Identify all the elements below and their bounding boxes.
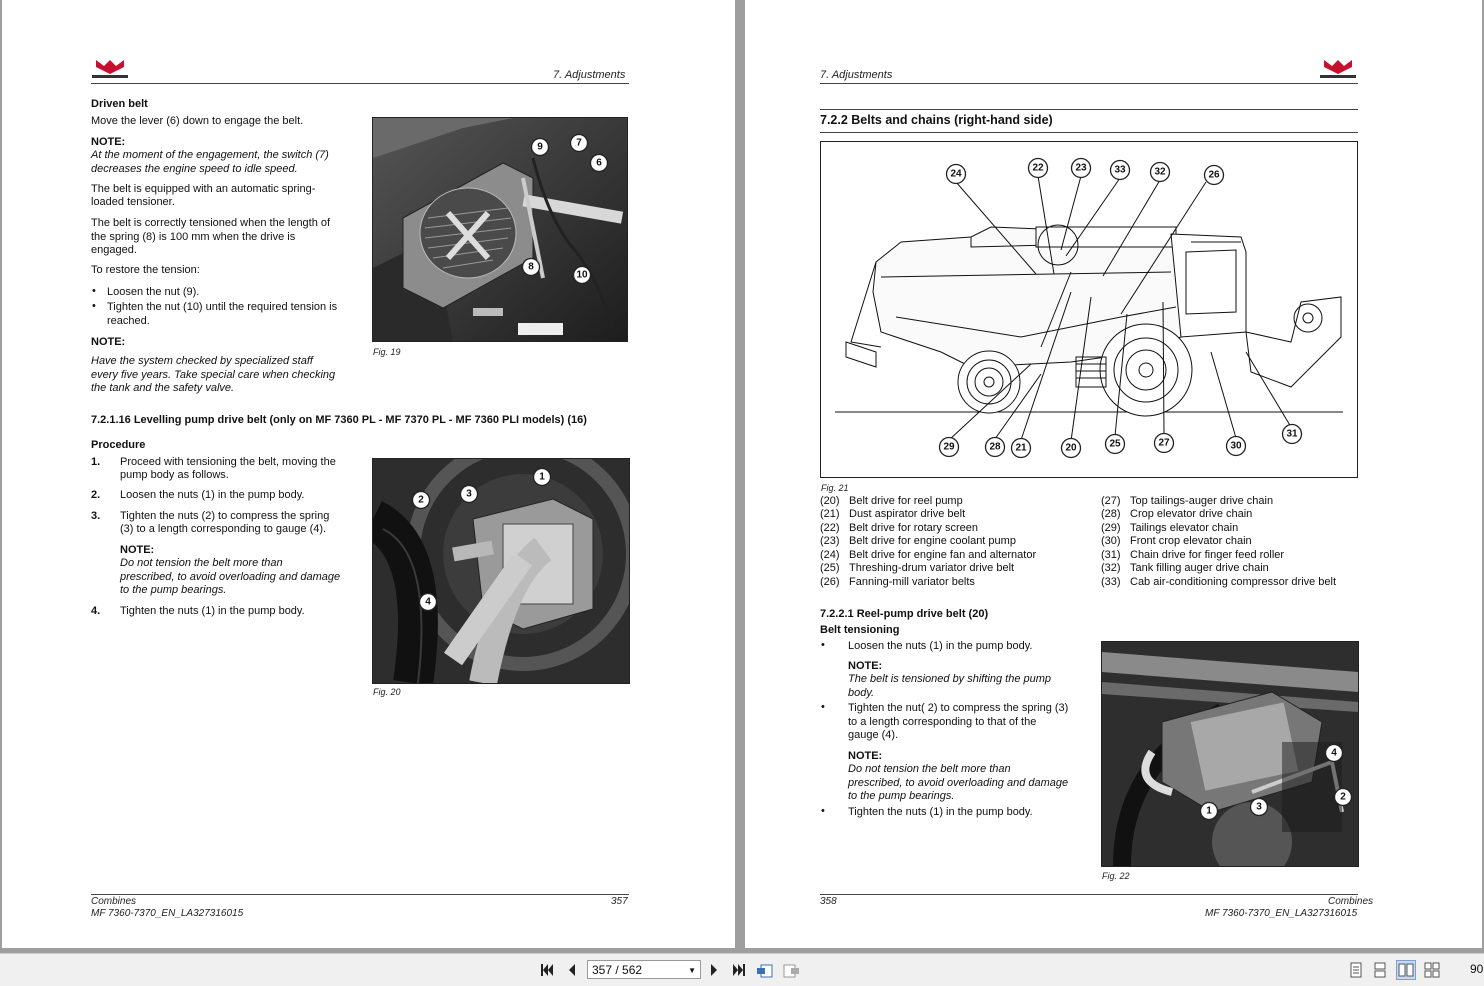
belt-tensioning-title: Belt tensioning — [820, 624, 900, 636]
paragraph: engaged. — [91, 244, 137, 256]
note-text: the tank and the safety valve. — [91, 382, 235, 394]
footer-title: Combines — [91, 896, 137, 907]
fig22-caption: Fig. 22 — [1102, 871, 1130, 881]
step-number: 3. — [91, 510, 101, 522]
page-number: 358 — [820, 896, 837, 907]
callout-27: 27 — [1158, 437, 1170, 449]
note-label: NOTE: — [120, 544, 155, 556]
paragraph: loaded tensioner. — [91, 196, 175, 208]
fig19-photo — [372, 117, 628, 342]
footer-doc-id: MF 7360-7370_EN_LA327316015 — [1205, 908, 1358, 919]
previous-page-button[interactable] — [562, 960, 582, 980]
legend-label: Threshing-drum variator drive belt — [849, 562, 1015, 574]
first-page-icon — [539, 963, 555, 977]
step-text: pump body as follows. — [120, 469, 229, 481]
page-header: 7. Adjustments — [553, 69, 626, 81]
go-forward-view-button[interactable] — [781, 960, 801, 980]
note-text: to the pump bearings. — [848, 790, 955, 802]
step-text: Tighten the nuts (1) in the pump body. — [120, 605, 305, 617]
callout-23: 23 — [1075, 162, 1087, 174]
step-number: 1. — [91, 456, 101, 468]
footer-doc-id: MF 7360-7370_EN_LA327316015 — [91, 908, 244, 919]
page-number-input[interactable] — [587, 960, 701, 979]
legend-num: (25) — [820, 562, 840, 574]
section-title: 7.2.1.16 Levelling pump drive belt (only on MF 7360 PL - MF 7370 PL - MF 7360 PLI models) (16) — [91, 414, 587, 426]
legend-num: (29) — [1101, 522, 1121, 534]
header-rule — [91, 83, 629, 84]
fig20-photo — [372, 458, 630, 684]
previous-page-icon — [566, 963, 578, 977]
first-page-button[interactable] — [537, 960, 557, 980]
bullet-marker: • — [821, 639, 825, 651]
callout-28: 28 — [989, 441, 1001, 453]
note-text: Do not tension the belt more than — [120, 557, 283, 569]
callout-8: 8 — [528, 261, 534, 273]
legend-num: (20) — [820, 495, 840, 507]
legend-label: Front crop elevator chain — [1130, 535, 1252, 547]
step-text: Loosen the nuts (1) in the pump body. — [120, 489, 305, 501]
legend-num: (24) — [820, 549, 840, 561]
callout-7: 7 — [576, 137, 582, 149]
paragraph: The belt is equipped with an automatic spring- — [91, 183, 316, 195]
callout-29: 29 — [943, 441, 955, 453]
step-text: (3) to a length corresponding to gauge (4). — [120, 523, 327, 535]
callout-2: 2 — [418, 494, 424, 506]
list-item: Tighten the nuts (1) in the pump body. — [848, 806, 1033, 818]
bullet-marker: • — [821, 701, 825, 713]
note-text: prescribed, to avoid overloading and damage — [848, 777, 1069, 789]
section-rule — [820, 132, 1358, 133]
left-page — [2, 0, 735, 948]
callout-4: 4 — [425, 596, 431, 608]
page-number: 357 — [611, 896, 628, 907]
legend-label: Dust aspirator drive belt — [849, 508, 966, 520]
next-page-icon — [708, 963, 720, 977]
legend-num: (26) — [820, 576, 840, 588]
two-page-view-button[interactable] — [1396, 960, 1416, 980]
legend-label: Belt drive for rotary screen — [849, 522, 978, 534]
section-rule — [820, 109, 1358, 110]
legend-num: (27) — [1101, 495, 1121, 507]
note-text: decreases the engine speed to idle speed. — [91, 163, 298, 175]
right-page — [745, 0, 1482, 948]
legend-num: (30) — [1101, 535, 1121, 547]
driven-belt-intro: Move the lever (6) down to engage the belt. — [91, 115, 304, 127]
callout-9: 9 — [537, 141, 543, 153]
callout-3: 3 — [1256, 801, 1262, 813]
footer-title: Combines — [1328, 896, 1374, 907]
callout-4: 4 — [1331, 747, 1337, 759]
previous-view-icon — [756, 962, 774, 978]
legend-num: (28) — [1101, 508, 1121, 520]
callout-31: 31 — [1286, 428, 1298, 440]
bullet-marker: • — [92, 300, 96, 312]
fig21-caption: Fig. 21 — [821, 483, 849, 493]
paragraph: the spring (8) is 100 mm when the drive is — [91, 231, 296, 243]
driven-belt-title: Driven belt — [91, 98, 148, 110]
callout-1: 1 — [539, 471, 545, 483]
legend-label: Belt drive for engine fan and alternator — [849, 549, 1037, 561]
continuous-view-button[interactable] — [1370, 960, 1390, 980]
list-item: Loosen the nut (9). — [107, 286, 200, 298]
callout-25: 25 — [1109, 438, 1121, 450]
list-item: to a length corresponding to that of the — [848, 716, 1037, 728]
callout-6: 6 — [596, 157, 602, 169]
legend-label: Belt drive for engine coolant pump — [849, 535, 1016, 547]
step-text: Tighten the nuts (2) to compress the spring — [120, 510, 330, 522]
legend-label: Fanning-mill variator belts — [849, 576, 975, 588]
step-number: 4. — [91, 605, 101, 617]
last-page-button[interactable] — [729, 960, 749, 980]
legend-label: Tailings elevator chain — [1130, 522, 1239, 534]
fig19-caption: Fig. 19 — [373, 347, 401, 357]
next-page-button[interactable] — [704, 960, 724, 980]
legend-label: Chain drive for finger feed roller — [1130, 549, 1285, 561]
callout-26: 26 — [1208, 169, 1220, 181]
legend-label: Belt drive for reel pump — [849, 495, 963, 507]
note-text: body. — [848, 687, 875, 699]
note-text: The belt is tensioned by shifting the pump — [848, 673, 1052, 685]
step-text: Proceed with tensioning the belt, moving the — [120, 456, 336, 468]
list-item: gauge (4). — [848, 729, 899, 741]
zoom-level[interactable]: 90 — [1470, 962, 1484, 976]
callout-22: 22 — [1032, 162, 1044, 174]
note-text: Have the system checked by specialized staff — [91, 355, 313, 367]
callout-30: 30 — [1230, 440, 1242, 452]
viewer-toolbar — [0, 953, 1484, 986]
legend-num: (33) — [1101, 576, 1121, 588]
callout-24: 24 — [950, 168, 962, 180]
note-label: NOTE: — [91, 136, 126, 148]
chevron-down-icon: ▼ — [688, 966, 696, 975]
page-header: 7. Adjustments — [820, 69, 893, 81]
list-item: Tighten the nut (10) until the required tension is — [107, 301, 338, 313]
callout-21: 21 — [1015, 442, 1027, 454]
footer-rule — [820, 894, 1358, 895]
massey-ferguson-logo — [1318, 58, 1358, 80]
paragraph: The belt is correctly tensioned when the length of — [91, 217, 331, 229]
note-text: every five years. Take special care when checking — [91, 369, 336, 381]
note-text: At the moment of the engagement, the switch (7) — [91, 149, 329, 161]
massey-ferguson-logo — [90, 58, 130, 80]
two-page-icon — [1398, 963, 1414, 977]
legend-num: (32) — [1101, 562, 1121, 574]
legend-num: (22) — [820, 522, 840, 534]
note-label: NOTE: — [848, 660, 883, 672]
callout-33: 33 — [1114, 164, 1126, 176]
page-indicator: 357 / 562 — [592, 963, 643, 977]
callout-32: 32 — [1154, 166, 1166, 178]
legend-label: Tank filling auger drive chain — [1130, 562, 1269, 574]
next-view-icon — [782, 962, 800, 978]
legend-num: (23) — [820, 535, 840, 547]
legend-label: Crop elevator drive chain — [1130, 508, 1253, 520]
legend-num: (31) — [1101, 549, 1121, 561]
callout-1: 1 — [1206, 805, 1212, 817]
footer-rule — [91, 894, 629, 895]
bullet-marker: • — [92, 285, 96, 297]
list-item: Tighten the nut( 2) to compress the spring (3) — [848, 702, 1069, 714]
subsection-title: 7.2.2.1 Reel-pump drive belt (20) — [820, 608, 989, 620]
continuous-page-icon — [1373, 962, 1387, 978]
paragraph: To restore the tension: — [91, 264, 200, 276]
list-item: reached. — [107, 315, 150, 327]
legend-num: (21) — [820, 508, 840, 520]
single-page-icon — [1349, 962, 1363, 978]
callout-3: 3 — [466, 488, 472, 500]
last-page-icon — [731, 963, 747, 977]
note-text: to the pump bearings. — [120, 584, 227, 596]
list-item: Loosen the nuts (1) in the pump body. — [848, 640, 1033, 652]
fig20-caption: Fig. 20 — [373, 687, 401, 697]
callout-2: 2 — [1340, 791, 1346, 803]
bullet-marker: • — [821, 805, 825, 817]
fig22-photo — [1101, 641, 1359, 867]
step-number: 2. — [91, 489, 101, 501]
callout-10: 10 — [576, 269, 588, 281]
section-title: 7.2.2 Belts and chains (right-hand side) — [820, 113, 1053, 127]
note-text: prescribed, to avoid overloading and damage — [120, 571, 341, 583]
note-text: Do not tension the belt more than — [848, 763, 1011, 775]
procedure-title: Procedure — [91, 439, 146, 451]
callout-20: 20 — [1065, 442, 1077, 454]
legend-label: Top tailings-auger drive chain — [1130, 495, 1274, 507]
legend-label: Cab air-conditioning compressor drive belt — [1130, 576, 1337, 588]
single-page-view-button[interactable] — [1346, 960, 1366, 980]
fig21-diagram — [820, 141, 1358, 478]
header-rule — [820, 83, 1358, 84]
note-label: NOTE: — [848, 750, 883, 762]
two-page-continuous-button[interactable] — [1422, 960, 1442, 980]
go-back-view-button[interactable] — [755, 960, 775, 980]
two-page-continuous-icon — [1424, 962, 1440, 978]
note-label: NOTE: — [91, 336, 126, 348]
